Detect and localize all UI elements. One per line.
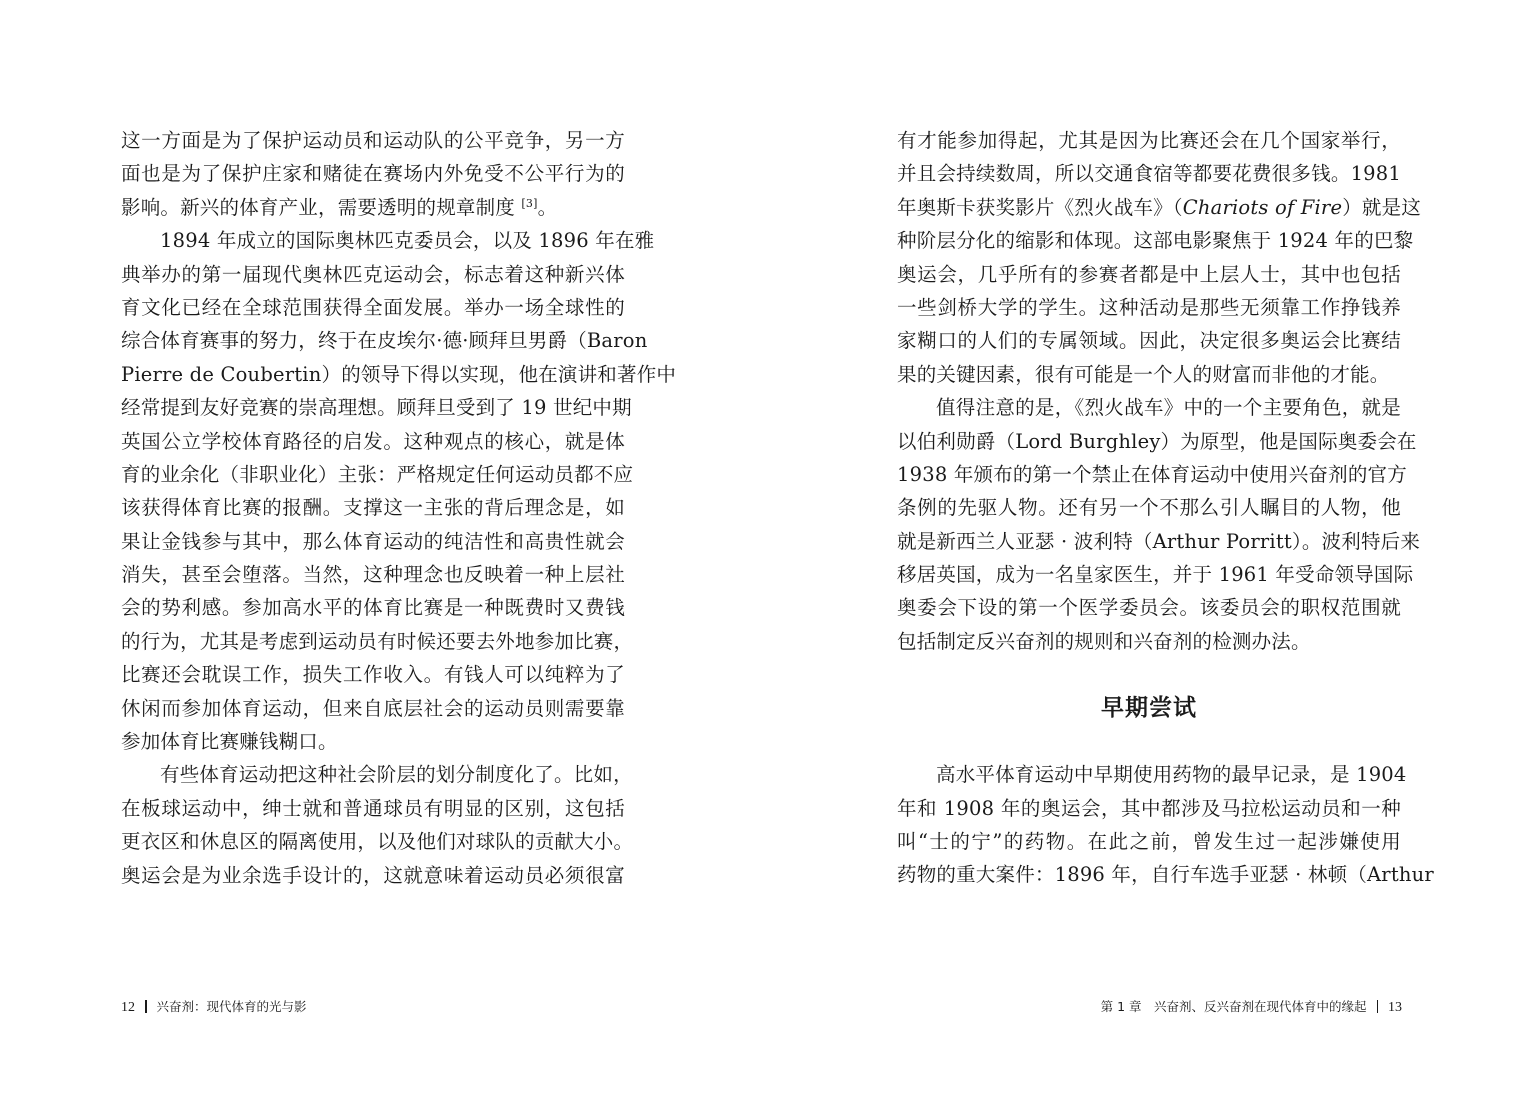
- body-line: 在板球运动中，绅士就和普通球员有明显的区别，这包括: [121, 796, 625, 820]
- running-title: 第 1 章 兴奋剂、反兴奋剂在现代体育中的缘起: [1100, 999, 1367, 1014]
- footer-divider: [1377, 1000, 1379, 1013]
- body-line: 并且会持续数周，所以交通食宿等都要花费很多钱。1981: [897, 162, 1401, 186]
- body-line-text: 影响。新兴的体育产业，需要透明的规章制度: [121, 195, 516, 219]
- body-line: 以伯利勋爵（Lord Burghley）为原型，他是国际奥委会在: [897, 429, 1417, 453]
- body-line: [897, 191, 1422, 224]
- body-line: 奥委会下设的第一个医学委员会。该委员会的职权范围就: [897, 596, 1401, 620]
- body-line: 经常提到友好竞赛的崇高理想。顾拜旦受到了 19 世纪中期: [121, 396, 632, 420]
- body-line: 移居英国，成为一名皇家医生，并于 1961 年受命领导国际: [897, 563, 1414, 587]
- body-line: 一些剑桥大学的学生。这种活动是那些无须靠工作挣钱养: [897, 295, 1401, 319]
- page-number: 12: [121, 1000, 135, 1015]
- body-line: 该获得体育比赛的报酬。支撑这一主张的背后理念是，如: [121, 496, 625, 520]
- body-line: 高水平体育运动中早期使用药物的最早记录，是 1904: [936, 763, 1407, 787]
- body-line: 面也是为了保护庄家和赌徒在赛场内外免受不公平行为的: [121, 162, 625, 186]
- body-line: 家糊口的人们的专属领域。因此，决定很多奥运会比赛结: [897, 329, 1401, 353]
- body-line: 果的关键因素，很有可能是一个人的财富而非他的才能。: [897, 362, 1390, 386]
- body-line-text: 。: [537, 195, 558, 219]
- body-line: 休闲而参加体育运动，但来自底层社会的运动员则需要靠: [121, 696, 625, 720]
- body-line: 更衣区和休息区的隔离使用，以及他们对球队的贡献大小。: [121, 830, 634, 854]
- body-line: 奥运会，几乎所有的参赛者都是中上层人士，其中也包括: [897, 262, 1401, 286]
- body-line: 奥运会是为业余选手设计的，这就意味着运动员必须很富: [121, 863, 625, 887]
- section-heading: 早期尝试: [1101, 695, 1197, 722]
- body-line: 比赛还会耽误工作，损失工作收入。有钱人可以纯粹为了: [121, 663, 625, 687]
- body-line: 1938 年颁布的第一个禁止在体育运动中使用兴奋剂的官方: [897, 462, 1407, 486]
- body-line: 育的业余化（非职业化）主张：严格规定任何运动员都不应: [121, 462, 634, 486]
- left-page-body: [121, 124, 677, 892]
- body-line: Pierre de Coubertin）的领导下得以实现，他在演讲和著作中: [121, 362, 677, 386]
- body-line: 有才能参加得起，尤其是因为比赛还会在几个国家举行，: [897, 129, 1401, 152]
- body-line: 育文化已经在全球范围获得全面发展。举办一场全球性的: [121, 295, 625, 319]
- body-line: 种阶层分化的缩影和体现。这部电影聚焦于 1924 年的巴黎: [897, 229, 1414, 253]
- body-line: 年和 1908 年的奥运会，其中都涉及马拉松运动员和一种: [897, 796, 1401, 820]
- body-line: 有些体育运动把这种社会阶层的划分制度化了。比如，: [160, 763, 633, 787]
- body-line: 的行为，尤其是考虑到运动员有时候还要去外地参加比赛，: [121, 629, 634, 653]
- body-line: 这一方面是为了保护运动员和运动队的公平竞争，另一方: [121, 129, 625, 152]
- body-line: 就是新西兰人亚瑟 · 波利特（Arthur Porritt）。波利特后来: [897, 529, 1421, 553]
- running-title: 兴奋剂：现代体育的光与影: [156, 999, 307, 1014]
- right-page-footer: [1101, 996, 1402, 1018]
- body-line: 叫“士的宁”的药物。在此之前，曾发生过一起涉嫌使用: [897, 830, 1401, 854]
- body-line: [121, 191, 625, 224]
- body-line: 值得注意的是，《烈火战车》中的一个主要角色，就是: [936, 396, 1401, 420]
- right-page: [761, 0, 1522, 1102]
- body-line: 参加体育比赛赚钱糊口。: [121, 730, 338, 754]
- body-line-text: ）就是这: [1342, 195, 1422, 219]
- body-line: 药物的重大案件：1896 年，自行车选手亚瑟 · 林顿（Arthur: [897, 863, 1434, 887]
- page-number: 13: [1388, 1000, 1402, 1015]
- left-page-footer: [121, 996, 307, 1018]
- body-line: 消失，甚至会堕落。当然，这种理念也反映着一种上层社: [121, 563, 625, 587]
- body-line: 综合体育赛事的努力，终于在皮埃尔·德·顾拜旦男爵（Baron: [121, 329, 648, 353]
- right-page-body: [897, 124, 1434, 892]
- footnote-reference[interactable]: [3]: [521, 196, 538, 210]
- body-line: 条例的先驱人物。还有另一个不那么引人瞩目的人物，他: [897, 496, 1401, 520]
- body-line: 包括制定反兴奋剂的规则和兴奋剂的检测办法。: [897, 629, 1311, 653]
- body-line: 会的势利感。参加高水平的体育比赛是一种既费时又费钱: [121, 596, 625, 620]
- body-line: 1894 年成立的国际奥林匹克委员会，以及 1896 年在雅: [160, 229, 655, 253]
- body-line: 英国公立学校体育路径的启发。这种观点的核心，就是体: [121, 429, 625, 453]
- footer-divider: [145, 1000, 147, 1013]
- film-title-italic: Chariots of Fire: [1182, 195, 1343, 219]
- body-line-text: 年奥斯卡获奖影片《烈火战车》（: [897, 195, 1183, 219]
- body-line: 典举办的第一届现代奥林匹克运动会，标志着这种新兴体: [121, 262, 625, 286]
- body-line: 果让金钱参与其中，那么体育运动的纯洁性和高贵性就会: [121, 529, 625, 553]
